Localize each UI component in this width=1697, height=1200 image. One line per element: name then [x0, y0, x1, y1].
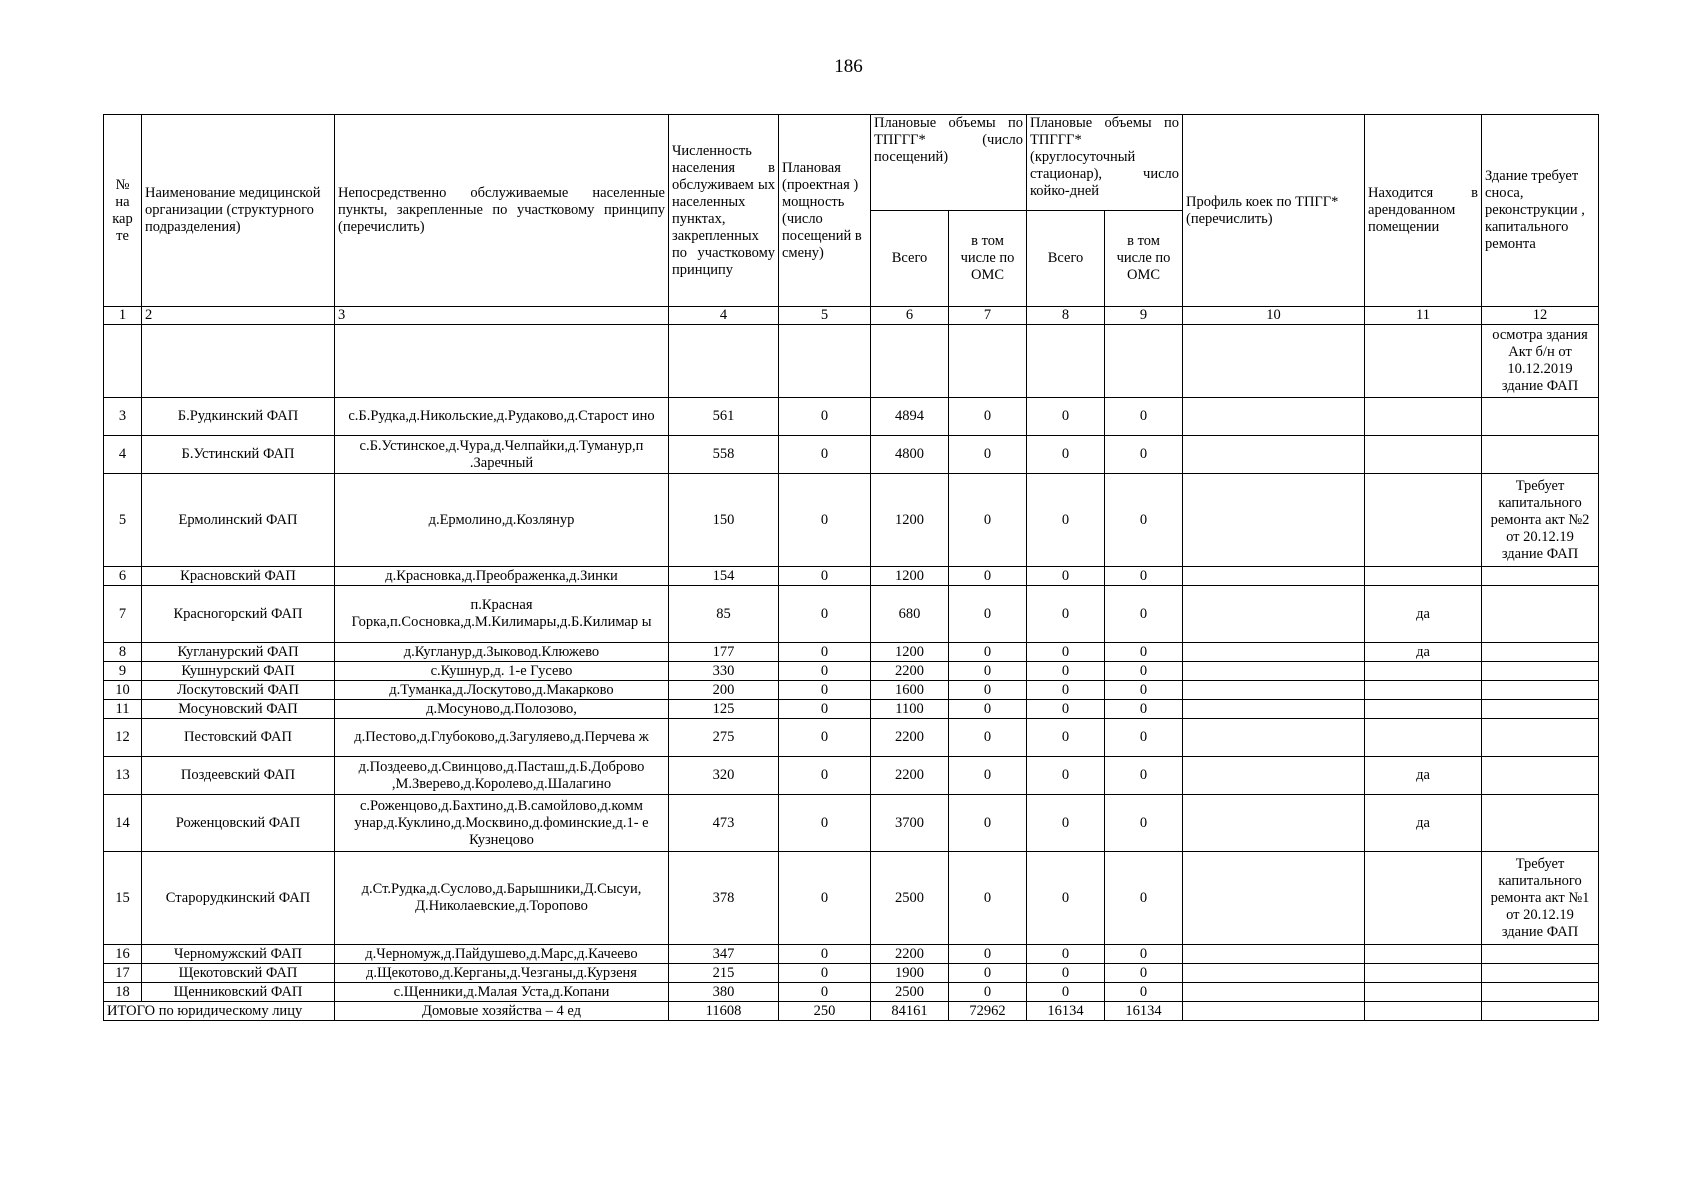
beds-total-cell: 0 [1027, 852, 1105, 945]
visits-oms-cell: 0 [949, 757, 1027, 795]
repair-required-cell [1482, 983, 1599, 1002]
visits-oms-cell: 0 [949, 852, 1027, 945]
org-name-cell: Щекотовский ФАП [142, 964, 335, 983]
capacity-cell: 0 [779, 586, 871, 643]
rented-cell [1365, 662, 1482, 681]
population-cell: 200 [669, 681, 779, 700]
population-cell: 347 [669, 945, 779, 964]
visits-total-cell: 2200 [871, 945, 949, 964]
row-number-cell: 14 [104, 795, 142, 852]
org-name-cell: Пестовский ФАП [142, 719, 335, 757]
rented-cell [1365, 474, 1482, 567]
beds-oms-cell: 0 [1105, 567, 1183, 586]
visits-total-cell: 680 [871, 586, 949, 643]
total-visits-oms: 72962 [949, 1002, 1027, 1021]
beds-total-cell: 0 [1027, 681, 1105, 700]
row-number-cell: 18 [104, 983, 142, 1002]
bed-profile-cell [1183, 567, 1365, 586]
visits-total-cell: 2200 [871, 757, 949, 795]
row-number-cell: 13 [104, 757, 142, 795]
settlements-cell: д.Поздеево,д.Свинцово,д.Пасташ,д.Б.Доброво ,М.Зверево,д.Королево,д.Шалагино [335, 757, 669, 795]
header-bed-profile: Профиль коек по ТПГГ* (перечислить) [1183, 115, 1365, 307]
capacity-cell: 0 [779, 945, 871, 964]
beds-total-cell: 0 [1027, 567, 1105, 586]
visits-oms-cell: 0 [949, 474, 1027, 567]
population-cell: 85 [669, 586, 779, 643]
org-name-cell: Красногорский ФАП [142, 586, 335, 643]
beds-total-cell: 0 [1027, 700, 1105, 719]
visits-total-cell: 3700 [871, 795, 949, 852]
column-number: 4 [669, 307, 779, 325]
column-number: 8 [1027, 307, 1105, 325]
bed-profile-cell [1183, 681, 1365, 700]
header-visits-total: Всего [871, 211, 949, 307]
total-beds: 16134 [1027, 1002, 1105, 1021]
header-inpatient-volume: Плановые объемы по ТПГГГ* (круглосуточный стационар), число койко-дней [1027, 115, 1183, 211]
repair-required-cell [1482, 719, 1599, 757]
beds-total-cell: 0 [1027, 662, 1105, 681]
visits-total-cell: 2200 [871, 719, 949, 757]
bed-profile-cell [1183, 983, 1365, 1002]
total-label: ИТОГО по юридическому лицу [104, 1002, 335, 1021]
visits-total-cell: 2200 [871, 662, 949, 681]
total-capacity: 250 [779, 1002, 871, 1021]
table-row [104, 795, 1599, 852]
beds-oms-cell: 0 [1105, 852, 1183, 945]
beds-oms-cell: 0 [1105, 700, 1183, 719]
org-name-cell: Щенниковский ФАП [142, 983, 335, 1002]
visits-total-cell: 2500 [871, 983, 949, 1002]
bed-profile-cell [1183, 700, 1365, 719]
settlements-cell: д.Пестово,д.Глубоково,д.Загуляево,д.Перчева ж [335, 719, 669, 757]
beds-total-cell: 0 [1027, 719, 1105, 757]
beds-total-cell: 0 [1027, 757, 1105, 795]
rented-cell [1365, 964, 1482, 983]
header-visits-oms: в том числе по ОМС [949, 211, 1027, 307]
visits-oms-cell: 0 [949, 983, 1027, 1002]
rented-cell [1365, 567, 1482, 586]
header-visits-volume: Плановые объемы по ТПГГГ* (число посещений) [871, 115, 1027, 211]
header-beds-oms: в том числе по ОМС [1105, 211, 1183, 307]
population-cell: 561 [669, 398, 779, 436]
capacity-cell: 0 [779, 436, 871, 474]
visits-oms-cell: 0 [949, 945, 1027, 964]
row-number-cell: 5 [104, 474, 142, 567]
table-row [104, 643, 1599, 662]
row-number-cell: 4 [104, 436, 142, 474]
capacity-cell: 0 [779, 719, 871, 757]
visits-oms-cell: 0 [949, 586, 1027, 643]
column-number: 12 [1482, 307, 1599, 325]
total-rented [1365, 1002, 1482, 1021]
visits-total-cell: 1200 [871, 474, 949, 567]
table-row [104, 436, 1599, 474]
beds-oms-cell: 0 [1105, 436, 1183, 474]
row-number-cell: 12 [104, 719, 142, 757]
rented-cell: да [1365, 643, 1482, 662]
rented-cell [1365, 700, 1482, 719]
settlements-cell: с.Б.Рудка,д.Никольские,д.Рудаково,д.Старост ино [335, 398, 669, 436]
visits-total-cell: 1200 [871, 567, 949, 586]
org-name-cell: Ермолинский ФАП [142, 474, 335, 567]
visits-oms-cell: 0 [949, 436, 1027, 474]
row-number-cell: 15 [104, 852, 142, 945]
row-number-cell: 17 [104, 964, 142, 983]
capacity-cell: 0 [779, 757, 871, 795]
beds-oms-cell: 0 [1105, 643, 1183, 662]
row-number-cell: 9 [104, 662, 142, 681]
rented-cell: да [1365, 586, 1482, 643]
table-row [104, 474, 1599, 567]
capacity-cell: 0 [779, 643, 871, 662]
repair-note-cell: осмотра здания Акт б/н от 10.12.2019 здание ФАП [1482, 325, 1599, 398]
table-row [104, 700, 1599, 719]
visits-total-cell: 1100 [871, 700, 949, 719]
column-number: 10 [1183, 307, 1365, 325]
org-name-cell: Красновский ФАП [142, 567, 335, 586]
row-number-cell: 11 [104, 700, 142, 719]
beds-total-cell: 0 [1027, 945, 1105, 964]
visits-oms-cell: 0 [949, 662, 1027, 681]
bed-profile-cell [1183, 474, 1365, 567]
org-name-cell: Поздеевский ФАП [142, 757, 335, 795]
repair-required-cell: Требует капитального ремонта акт №1 от 20.12.19 здание ФАП [1482, 852, 1599, 945]
beds-total-cell: 0 [1027, 474, 1105, 567]
rented-cell [1365, 436, 1482, 474]
column-number: 7 [949, 307, 1027, 325]
repair-required-cell: Требует капитального ремонта акт №2 от 20.12.19 здание ФАП [1482, 474, 1599, 567]
org-name-cell: Б.Устинский ФАП [142, 436, 335, 474]
beds-total-cell: 0 [1027, 643, 1105, 662]
header-row-1 [104, 115, 1599, 211]
bed-profile-cell [1183, 586, 1365, 643]
repair-required-cell [1482, 567, 1599, 586]
table-row [104, 586, 1599, 643]
rented-cell [1365, 681, 1482, 700]
table-row [104, 757, 1599, 795]
repair-required-cell [1482, 945, 1599, 964]
beds-oms-cell: 0 [1105, 662, 1183, 681]
rented-cell [1365, 398, 1482, 436]
total-visits: 84161 [871, 1002, 949, 1021]
visits-oms-cell: 0 [949, 795, 1027, 852]
repair-required-cell [1482, 398, 1599, 436]
visits-total-cell: 4800 [871, 436, 949, 474]
repair-required-cell [1482, 436, 1599, 474]
capacity-cell: 0 [779, 474, 871, 567]
beds-oms-cell: 0 [1105, 757, 1183, 795]
beds-oms-cell: 0 [1105, 586, 1183, 643]
rented-cell [1365, 983, 1482, 1002]
settlements-cell: с.Б.Устинское,д.Чура,д.Челпайки,д.Туманур,п .Заречный [335, 436, 669, 474]
table-row [104, 719, 1599, 757]
settlements-cell: с.Щенники,д.Малая Уста,д.Копани [335, 983, 669, 1002]
table-row [104, 852, 1599, 945]
beds-total-cell: 0 [1027, 964, 1105, 983]
bed-profile-cell [1183, 719, 1365, 757]
bed-profile-cell [1183, 964, 1365, 983]
visits-oms-cell: 0 [949, 719, 1027, 757]
org-name-cell: Б.Рудкинский ФАП [142, 398, 335, 436]
population-cell: 558 [669, 436, 779, 474]
total-repair [1482, 1002, 1599, 1021]
header-map-number: № на кар те [104, 115, 142, 307]
beds-total-cell: 0 [1027, 436, 1105, 474]
population-cell: 473 [669, 795, 779, 852]
column-number: 1 [104, 307, 142, 325]
beds-total-cell: 0 [1027, 586, 1105, 643]
repair-required-cell [1482, 757, 1599, 795]
population-cell: 380 [669, 983, 779, 1002]
bed-profile-cell [1183, 852, 1365, 945]
header-beds-total: Всего [1027, 211, 1105, 307]
column-number: 3 [335, 307, 669, 325]
capacity-cell: 0 [779, 398, 871, 436]
visits-oms-cell: 0 [949, 964, 1027, 983]
beds-oms-cell: 0 [1105, 681, 1183, 700]
column-number: 9 [1105, 307, 1183, 325]
settlements-cell: д.Красновка,д.Преображенка,д.Зинки [335, 567, 669, 586]
population-cell: 154 [669, 567, 779, 586]
bed-profile-cell [1183, 795, 1365, 852]
total-beds-oms: 16134 [1105, 1002, 1183, 1021]
visits-oms-cell: 0 [949, 398, 1027, 436]
repair-required-cell [1482, 643, 1599, 662]
visits-total-cell: 1900 [871, 964, 949, 983]
visits-oms-cell: 0 [949, 681, 1027, 700]
column-number: 11 [1365, 307, 1482, 325]
beds-oms-cell: 0 [1105, 983, 1183, 1002]
visits-total-cell: 4894 [871, 398, 949, 436]
capacity-cell: 0 [779, 567, 871, 586]
rented-cell [1365, 852, 1482, 945]
settlements-cell: д.Мосуново,д.Полозово, [335, 700, 669, 719]
capacity-cell: 0 [779, 983, 871, 1002]
org-name-cell: Кугланурский ФАП [142, 643, 335, 662]
settlements-cell: д.Ермолино,д.Козлянур [335, 474, 669, 567]
capacity-cell: 0 [779, 795, 871, 852]
row-number-cell: 3 [104, 398, 142, 436]
header-settlements: Непосредственно обслуживаемые населенные пункты, закрепленные по участковому принципу (перечислить) [335, 115, 669, 307]
bed-profile-cell [1183, 662, 1365, 681]
repair-required-cell [1482, 586, 1599, 643]
row-number-cell: 8 [104, 643, 142, 662]
total-settlements: Домовые хозяйства – 4 ед [335, 1002, 669, 1021]
capacity-cell: 0 [779, 700, 871, 719]
org-name-cell: Роженцовский ФАП [142, 795, 335, 852]
column-number: 5 [779, 307, 871, 325]
beds-total-cell: 0 [1027, 983, 1105, 1002]
total-population: 11608 [669, 1002, 779, 1021]
row-number-cell: 6 [104, 567, 142, 586]
beds-oms-cell: 0 [1105, 964, 1183, 983]
table-row [104, 681, 1599, 700]
page-number: 186 [834, 56, 863, 77]
table-row [104, 567, 1599, 586]
column-number-row [104, 307, 1599, 325]
population-cell: 177 [669, 643, 779, 662]
org-name-cell: Черномужский ФАП [142, 945, 335, 964]
header-population: Численность населения в обслуживаем ых населенных пунктах, закрепленных по участковому принципу [669, 115, 779, 307]
population-cell: 330 [669, 662, 779, 681]
repair-required-cell [1482, 795, 1599, 852]
table-row [104, 398, 1599, 436]
total-row [104, 1002, 1599, 1021]
bed-profile-cell [1183, 757, 1365, 795]
repair-required-cell [1482, 700, 1599, 719]
repair-required-cell [1482, 964, 1599, 983]
bed-profile-cell [1183, 398, 1365, 436]
population-cell: 150 [669, 474, 779, 567]
column-number: 6 [871, 307, 949, 325]
org-name-cell: Лоскутовский ФАП [142, 681, 335, 700]
settlements-cell: с.Роженцово,д.Бахтино,д.В.самойлово,д.комм унар,д.Куклино,д.Москвино,д.фоминские,д.1- е Кузнецово [335, 795, 669, 852]
visits-oms-cell: 0 [949, 700, 1027, 719]
bed-profile-cell [1183, 945, 1365, 964]
header-org-name: Наименование медицинской организации (структурного подразделения) [142, 115, 335, 307]
capacity-cell: 0 [779, 681, 871, 700]
beds-oms-cell: 0 [1105, 945, 1183, 964]
rented-cell: да [1365, 757, 1482, 795]
table-row [104, 945, 1599, 964]
settlements-cell: д.Черномуж,д.Пайдушево,д.Марс,д.Качеево [335, 945, 669, 964]
org-name-cell: Старорудкинский ФАП [142, 852, 335, 945]
beds-oms-cell: 0 [1105, 719, 1183, 757]
beds-total-cell: 0 [1027, 795, 1105, 852]
visits-total-cell: 1600 [871, 681, 949, 700]
settlements-cell: д.Кугланур,д.Зыковод.Клюжево [335, 643, 669, 662]
population-cell: 320 [669, 757, 779, 795]
repair-required-cell [1482, 662, 1599, 681]
visits-total-cell: 1200 [871, 643, 949, 662]
row-number-cell: 7 [104, 586, 142, 643]
settlements-cell: д.Ст.Рудка,д.Суслово,д.Барышники,Д.Сысуи, Д.Николаевские,д.Торопово [335, 852, 669, 945]
visits-total-cell: 2500 [871, 852, 949, 945]
population-cell: 275 [669, 719, 779, 757]
beds-oms-cell: 0 [1105, 474, 1183, 567]
column-number: 2 [142, 307, 335, 325]
population-cell: 215 [669, 964, 779, 983]
capacity-cell: 0 [779, 662, 871, 681]
rented-cell [1365, 719, 1482, 757]
settlements-cell: д.Туманка,д.Лоскутово,д.Макарково [335, 681, 669, 700]
header-capacity: Плановая (проектная ) мощность (число посещений в смену) [779, 115, 871, 307]
rented-cell [1365, 945, 1482, 964]
header-rented: Находится в арендованном помещении [1365, 115, 1482, 307]
row-number-cell: 10 [104, 681, 142, 700]
bed-profile-cell [1183, 436, 1365, 474]
beds-oms-cell: 0 [1105, 398, 1183, 436]
capacity-cell: 0 [779, 964, 871, 983]
total-profile [1183, 1002, 1365, 1021]
rented-cell: да [1365, 795, 1482, 852]
table-body [104, 325, 1599, 1002]
org-name-cell: Кушнурский ФАП [142, 662, 335, 681]
settlements-cell: п.Красная Горка,п.Сосновка,д.М.Килимары,д.Б.Килимар ы [335, 586, 669, 643]
settlements-cell: д.Щекотово,д.Керганы,д.Чезганы,д.Курзеня [335, 964, 669, 983]
continuation-row [104, 325, 1599, 398]
row-number-cell: 16 [104, 945, 142, 964]
visits-oms-cell: 0 [949, 643, 1027, 662]
repair-required-cell [1482, 681, 1599, 700]
beds-total-cell: 0 [1027, 398, 1105, 436]
table-row [104, 964, 1599, 983]
table-row [104, 662, 1599, 681]
population-cell: 378 [669, 852, 779, 945]
facilities-table [103, 114, 1599, 1021]
org-name-cell: Мосуновский ФАП [142, 700, 335, 719]
capacity-cell: 0 [779, 852, 871, 945]
settlements-cell: с.Кушнур,д. 1-е Гусево [335, 662, 669, 681]
population-cell: 125 [669, 700, 779, 719]
header-repair-required: Здание требует сноса, реконструкции , капитального ремонта [1482, 115, 1599, 307]
table-row [104, 983, 1599, 1002]
visits-oms-cell: 0 [949, 567, 1027, 586]
beds-oms-cell: 0 [1105, 795, 1183, 852]
bed-profile-cell [1183, 643, 1365, 662]
